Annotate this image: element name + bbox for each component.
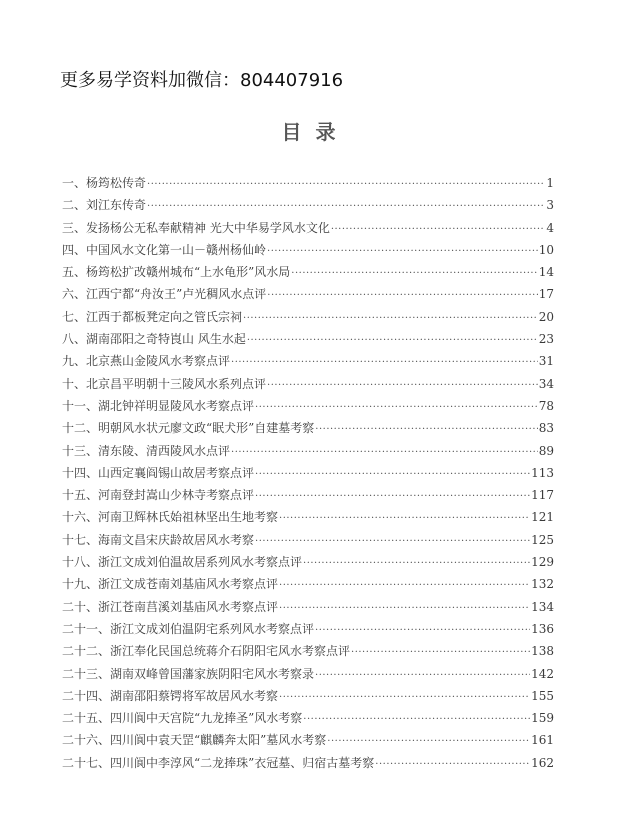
promo-text: 更多易学资料加微信：804407916 (60, 70, 344, 91)
toc-entry-page-number: 23 (538, 332, 554, 347)
toc-leader-dots (255, 486, 530, 506)
toc-entry-title: 二、刘江东传奇 (62, 198, 147, 213)
toc-entry-title: 九、北京燕山金陵风水考察点评 (62, 354, 231, 369)
toc-entry (62, 373, 554, 395)
toc-entry (62, 663, 554, 685)
toc-entry (62, 261, 554, 283)
toc-leader-dots (267, 375, 538, 395)
toc-entry-page-number: 134 (531, 599, 554, 614)
toc-entry (62, 462, 554, 484)
toc-entry-title: 一、杨筠松传奇 (62, 176, 147, 190)
toc-leader-dots (243, 308, 538, 328)
toc-entry-page-number: 162 (531, 755, 554, 770)
toc-leader-dots (267, 241, 538, 261)
toc-entry-title: 十、北京昌平明朝十三陵风水系列点评 (62, 376, 267, 391)
toc-entry-page-number: 136 (531, 621, 554, 636)
toc-entry-title: 二十一、浙江文成刘伯温阴宅系列风水考察点评 (62, 621, 315, 636)
toc-leader-dots (231, 442, 538, 462)
toc-entry (62, 729, 554, 751)
page-title: 目录 (281, 120, 350, 144)
toc-entry-page-number: 155 (531, 688, 554, 703)
toc-entry (62, 640, 554, 662)
toc-entry (62, 596, 554, 618)
toc-entry-page-number: 83 (538, 421, 554, 436)
toc-leader-dots (231, 352, 538, 372)
toc-entry-title: 十七、海南文昌宋庆龄故居风水考察 (62, 532, 255, 547)
toc-leader-dots (303, 553, 530, 573)
toc-entry-title: 十一、湖北钟祥明显陵风水考察点评 (62, 398, 255, 413)
toc-leader-dots (147, 174, 545, 194)
toc-entry-title: 十五、河南登封嵩山少林寺考察点评 (62, 488, 255, 503)
toc-leader-dots (279, 687, 530, 707)
toc-entry-page-number: 14 (538, 265, 554, 280)
toc-entry (62, 194, 554, 216)
toc-entry-title: 八、湖南邵阳之奇特崀山 风生水起 (62, 332, 246, 347)
toc-entry-title: 二十五、四川阆中天宫院“九龙捧圣”风水考察 (62, 711, 303, 726)
toc-entry-title: 四、中国风水文化第一山－赣州杨仙岭 (62, 242, 267, 257)
toc-entry (62, 172, 554, 194)
toc-entry-page-number: 142 (531, 666, 554, 681)
toc-leader-dots (375, 754, 530, 774)
toc-entry-page-number: 113 (531, 465, 554, 480)
toc-entry-page-number: 34 (538, 376, 554, 391)
toc-entry-page-number: 1 (546, 176, 554, 190)
toc-entry-title: 十九、浙江文成苍南刘基庙风水考察点评 (62, 577, 279, 592)
toc-leader-dots (279, 508, 530, 528)
toc-leader-dots (351, 642, 530, 662)
toc-entry-page-number: 10 (538, 242, 554, 257)
toc-leader-dots (255, 531, 530, 551)
toc-leader-dots (315, 665, 530, 685)
table-of-contents (62, 172, 554, 774)
toc-entry-title: 二十三、湖南双峰曾国藩家族阴阳宅风水考察录 (62, 666, 315, 681)
toc-entry (62, 618, 554, 640)
toc-leader-dots (291, 263, 537, 283)
toc-entry (62, 506, 554, 528)
toc-entry-page-number: 125 (531, 532, 554, 547)
toc-entry-title: 六、江西宁都“舟汝王”卢光稠风水点评 (62, 287, 267, 302)
toc-leader-dots (255, 397, 538, 417)
toc-entry (62, 440, 554, 462)
toc-entry-page-number: 117 (531, 488, 554, 503)
toc-entry-title: 十三、清东陵、清西陵风水点评 (62, 443, 231, 458)
toc-entry (62, 529, 554, 551)
toc-leader-dots (279, 575, 530, 595)
toc-entry-title: 五、杨筠松扩改赣州城布“上水龟形”风水局 (62, 265, 291, 280)
toc-leader-dots (255, 464, 530, 484)
toc-entry (62, 551, 554, 573)
toc-entry (62, 484, 554, 506)
toc-leader-dots (331, 219, 546, 239)
toc-entry (62, 239, 554, 261)
toc-entry-title: 十八、浙江文成刘伯温故居系列风水考察点评 (62, 555, 303, 570)
toc-entry (62, 306, 554, 328)
toc-entry (62, 395, 554, 417)
toc-leader-dots (267, 285, 537, 305)
toc-entry-page-number: 20 (538, 309, 554, 324)
toc-entry (62, 283, 554, 305)
toc-entry (62, 752, 554, 774)
toc-entry-page-number: 121 (531, 510, 554, 525)
toc-entry-title: 二十六、四川阆中袁天罡“麒麟奔太阳”墓风水考察 (62, 733, 327, 748)
toc-leader-dots (327, 731, 530, 751)
toc-entry-title: 十四、山西定襄阎锡山故居考察点评 (62, 465, 255, 480)
toc-entry-title: 二十二、浙江奉化民国总统蒋介石阴阳宅风水考察点评 (62, 644, 351, 659)
toc-entry-title: 十二、明朝风水状元廖文政“眠犬形”自建墓考察 (62, 421, 315, 436)
toc-entry (62, 707, 554, 729)
toc-leader-dots (247, 330, 538, 350)
toc-entry-page-number: 3 (546, 198, 554, 213)
toc-entry (62, 350, 554, 372)
toc-entry-title: 二十、浙江苍南莒溪刘基庙风水考察点评 (62, 599, 279, 614)
toc-entry-title: 二十四、湖南邵阳蔡锷将军故居风水考察 (62, 688, 279, 703)
toc-entry-page-number: 129 (531, 555, 554, 570)
toc-entry-title: 十六、河南卫辉林氏始祖林坚出生地考察 (62, 510, 279, 525)
toc-leader-dots (303, 709, 530, 729)
toc-entry-page-number: 4 (546, 220, 554, 235)
toc-entry (62, 328, 554, 350)
toc-entry-page-number: 132 (531, 577, 554, 592)
toc-entry-title: 二十七、四川阆中李淳风“二龙捧珠”衣冠墓、归宿古墓考察 (62, 755, 375, 770)
toc-entry (62, 217, 554, 239)
toc-leader-dots (315, 620, 530, 640)
toc-entry-page-number: 138 (531, 644, 554, 659)
toc-entry-title: 三、发扬杨公无私奉献精神 光大中华易学风水文化 (62, 220, 330, 235)
toc-entry-title: 七、江西于都板凳定向之管氏宗祠 (62, 309, 243, 324)
toc-entry-page-number: 159 (531, 711, 554, 726)
toc-leader-dots (315, 419, 537, 439)
toc-entry-page-number: 161 (531, 733, 554, 748)
toc-entry-page-number: 17 (538, 287, 554, 302)
toc-entry (62, 573, 554, 595)
toc-entry-page-number: 89 (538, 443, 554, 458)
toc-entry-page-number: 78 (538, 398, 554, 413)
toc-entry (62, 417, 554, 439)
toc-leader-dots (147, 196, 545, 216)
toc-entry-page-number: 31 (538, 354, 554, 369)
toc-leader-dots (279, 598, 530, 618)
toc-entry (62, 685, 554, 707)
